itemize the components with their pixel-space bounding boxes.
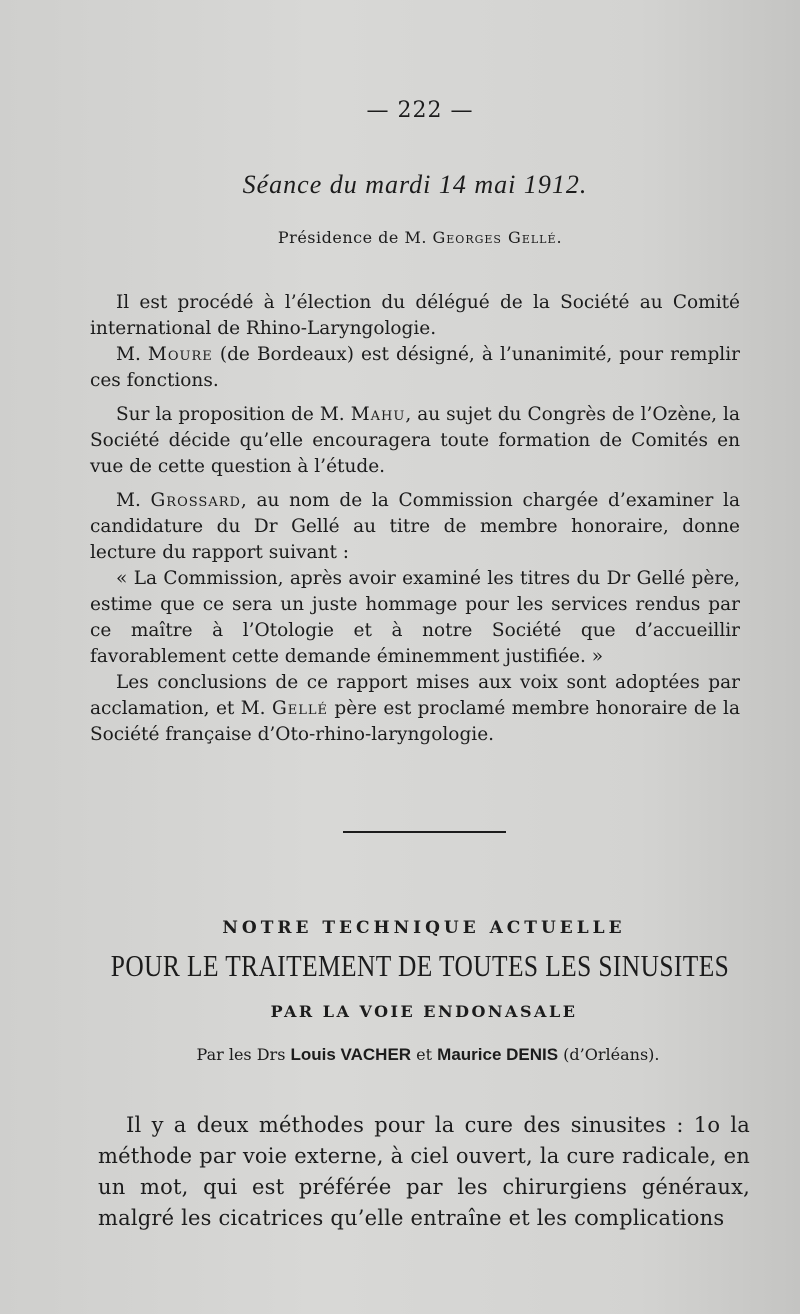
section-divider (343, 831, 506, 833)
session-title: Séance du mardi 14 mai 1912. (242, 170, 588, 199)
text-run: père est proclamé membre honoraire de la Société française d’Oto-rhino-laryngologie. (90, 698, 740, 745)
text-run: Par les Drs (196, 1045, 291, 1064)
text-run: (de Bordeaux) est désigné, à l’unanimité, pour remplir ces fonctions. (90, 344, 740, 391)
person-name: Gellé (271, 698, 328, 719)
president-name: Georges Gellé (432, 228, 557, 247)
minutes-paragraph-3 (90, 402, 740, 480)
text-run: , au sujet du Congrès de l’Ozène, la Société décide qu’elle encouragera toute formation de Comités en vue de cette question à l’étude. (90, 404, 741, 477)
presidency-prefix: Présidence de M. (277, 228, 433, 247)
article-subtitle: PAR LA VOIE ENDONASALE (270, 1002, 578, 1021)
article-paragraph: Il y a deux méthodes pour la cure des sinusites : 1o la méthode par voie externe, à ciel ouvert, la cure radicale, en un mot, qui est préférée par les chirurgiens généraux, malgré les cicatrices qu’elle entraîne et les complications (98, 1113, 750, 1230)
minutes-paragraph-1: Il est procédé à l’élection du délégué de la Société au Comité international de Rhino-Laryngologie. (90, 292, 740, 339)
text-run: M. (116, 344, 148, 365)
text-run: M. (116, 490, 151, 511)
article-authors (0, 1045, 800, 1065)
author-name: Maurice DENIS (437, 1045, 559, 1064)
commission-report-quote: « La Commission, après avoir examiné les titres du Dr Gellé père, estime que ce sera un juste hommage pour les services rendus par ce maître à l’Otologie et à notre Société que d’accueillir favorablement cette demande éminemment justifiée. » (90, 568, 740, 667)
article-body (98, 1110, 750, 1234)
person-name: Moure (147, 344, 213, 365)
text-run: Sur la proposition de M. (116, 404, 351, 425)
text-run: Les conclusions de ce rapport mises aux voix sont adoptées par acclamation, et M. (90, 672, 740, 719)
text-run: , au nom de la Commission chargée d’examiner la candidature du Dr Gellé au titre de membre honoraire, donne lecture du rapport suivant : (90, 490, 740, 563)
minutes-paragraph-2 (90, 342, 740, 394)
article-kicker: NOTRE TECHNIQUE ACTUELLE (222, 918, 626, 938)
presidency-suffix: . (556, 228, 563, 247)
presidency-line (0, 228, 800, 247)
text-run: et (411, 1045, 438, 1064)
page-number: — 222 — (366, 98, 474, 123)
person-name: Grossard (150, 490, 241, 511)
author-name: Louis VACHER (290, 1045, 412, 1064)
text-run: (d’Orléans). (558, 1045, 660, 1064)
session-minutes (90, 290, 740, 748)
minutes-paragraph-6 (90, 670, 740, 748)
minutes-paragraph-4 (90, 488, 740, 566)
article-title: POUR LE TRAITEMENT DE TOUTES LES SINUSITES (110, 948, 730, 983)
person-name: Mahu (350, 404, 406, 425)
